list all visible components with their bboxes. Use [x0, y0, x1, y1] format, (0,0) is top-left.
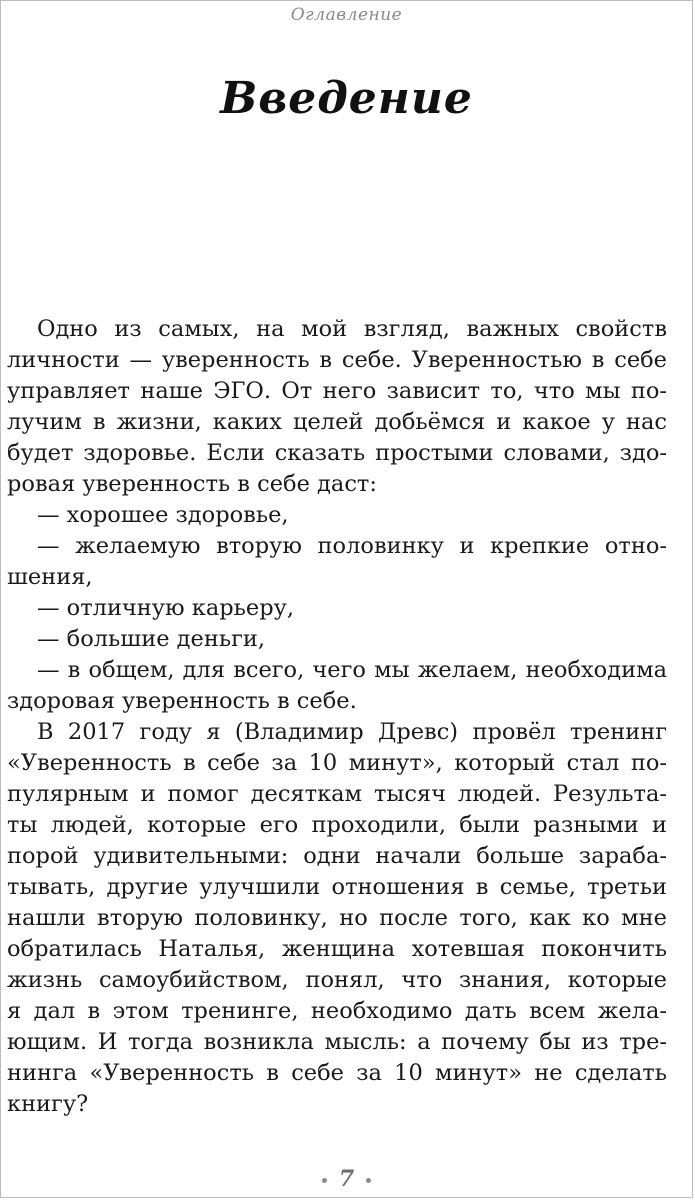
text-line: книгу? — [7, 1091, 89, 1117]
chapter-title: Введение — [220, 73, 473, 124]
list-item: — желаемую вторую половинку и крепкие отно- — [37, 533, 667, 559]
text-line: Одно из самых, на мой взгляд, важных свойств — [37, 316, 667, 342]
text-line: шения, — [7, 564, 93, 590]
text-line: «Уверенность в себе за 10 минут», который стал по- — [7, 750, 667, 776]
text-line: нашли вторую половинку, но после того, как ко мне — [7, 905, 667, 931]
text-line: здоровая уверенность в себе. — [7, 688, 357, 714]
text-line: пулярным и помог десяткам тысяч людей. Результа- — [7, 781, 667, 807]
text-line: обратилась Наталья, женщина хотевшая покончить — [7, 936, 667, 962]
text-line: тывать, другие улучшили отношения в семье, третьи — [7, 874, 667, 900]
text-line: ровая уверенность в себе даст: — [7, 471, 377, 497]
bullet-dot-icon — [322, 1178, 327, 1183]
text-line: управляет наше ЭГО. От него зависит то, что мы по- — [7, 378, 667, 404]
list-item: — отличную карьеру, — [37, 595, 295, 621]
table-of-contents-link[interactable]: Оглавление — [290, 5, 403, 25]
text-line: нинга «Уверенность в себе за 10 минут» не сделать — [7, 1060, 667, 1086]
list-item: — хорошее здоровье, — [37, 502, 289, 528]
text-line: лучим в жизни, каких целей добьёмся и какое у нас — [7, 409, 667, 435]
page-number-footer — [1, 1166, 692, 1192]
page-number: 7 — [338, 1166, 355, 1192]
text-line: ющим. И тогда возникла мысль: а почему бы из тре- — [7, 1029, 667, 1055]
text-line: будет здоровье. Если сказать простыми словами, здо- — [7, 440, 667, 466]
text-line: жизнь самоубийством, понял, что знания, которые — [7, 967, 667, 993]
text-line: личности — уверенность в себе. Уверенностью в себе — [7, 347, 667, 373]
text-line: ты людей, которые его проходили, были разными и — [7, 812, 667, 838]
text-line: В 2017 году я (Владимир Древс) провёл тренинг — [37, 719, 667, 745]
list-item: — большие деньги, — [37, 626, 266, 652]
list-item: — в общем, для всего, чего мы желаем, необходима — [37, 657, 667, 683]
chapter-body — [7, 314, 667, 1120]
bullet-dot-icon — [366, 1178, 371, 1183]
text-line: порой удивительными: одни начали больше зараба- — [7, 843, 667, 869]
text-line: я дал в этом тренинге, необходимо дать всем жела- — [7, 998, 667, 1024]
